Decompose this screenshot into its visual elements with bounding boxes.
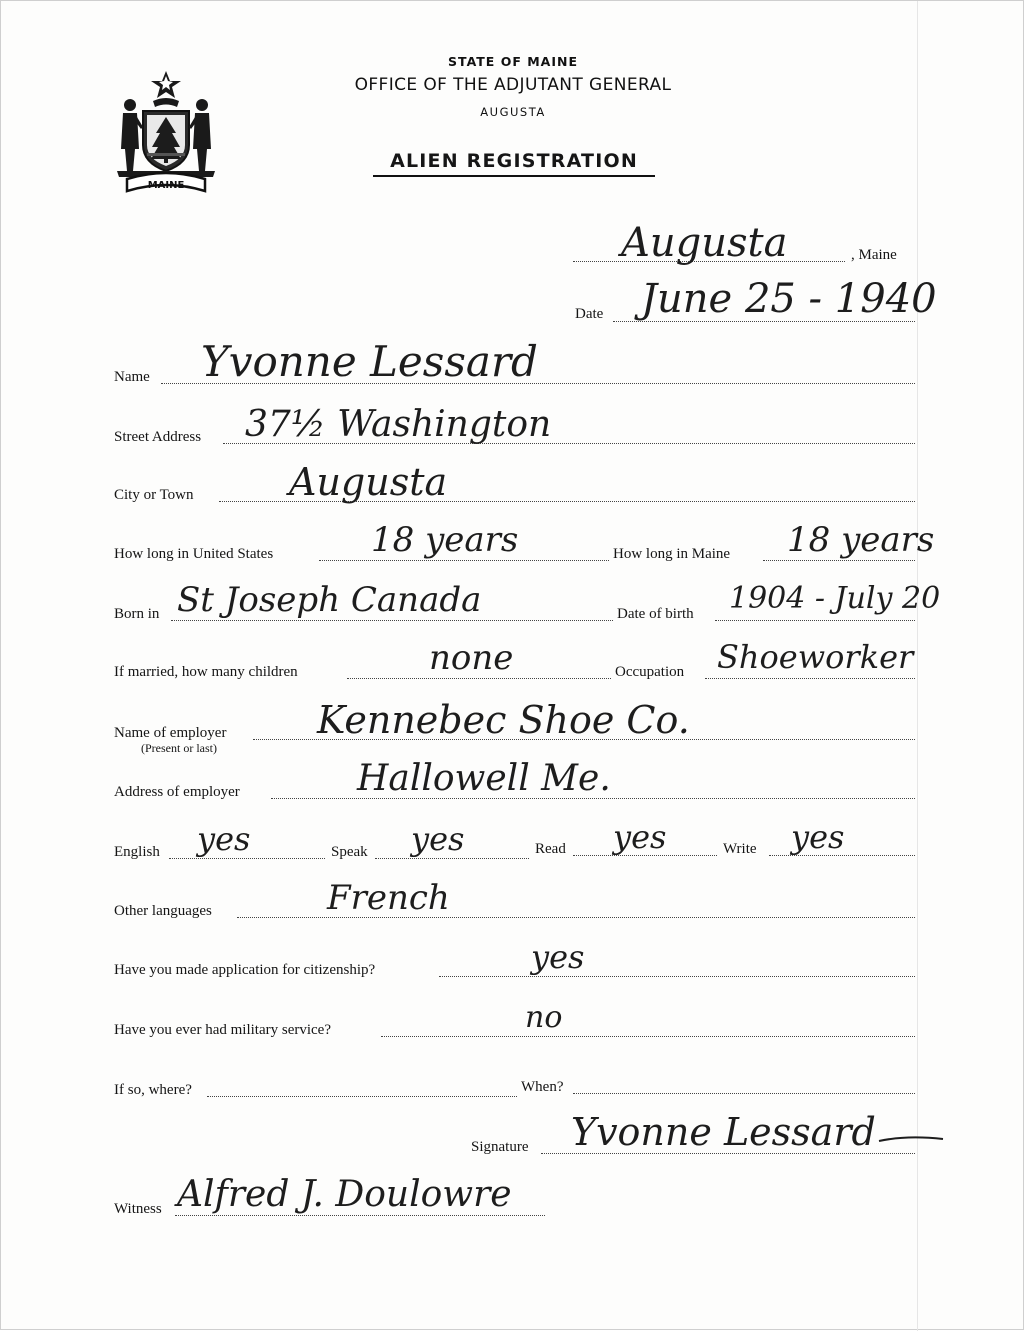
street-address-value: 37½ Washington: [245, 404, 552, 445]
children-label: If married, how many children: [114, 664, 298, 680]
date-of-birth-label: Date of birth: [617, 606, 694, 622]
witness-label: Witness: [114, 1201, 162, 1217]
city-or-town-label: City or Town: [114, 487, 194, 503]
svg-text:MAINE: MAINE: [147, 180, 185, 191]
town-value: Augusta: [621, 220, 788, 266]
how-long-maine-label: How long in Maine: [613, 546, 731, 562]
witness-value: Alfred J. Doulowre: [177, 1174, 512, 1215]
how-long-us-value: 18 years: [371, 520, 519, 560]
maine-suffix-label: , Maine: [851, 247, 897, 263]
how-long-us-label: How long in United States: [114, 546, 274, 562]
read-label: Read: [535, 841, 566, 857]
english-line: [169, 858, 325, 859]
header-office: OFFICE OF THE ADJUTANT GENERAL: [354, 75, 672, 95]
other-languages-label: Other languages: [114, 903, 212, 919]
occupation-line: [705, 678, 915, 679]
english-label: English: [114, 844, 160, 860]
if-so-where-line: [207, 1096, 517, 1097]
witness-line: [175, 1215, 545, 1216]
state-seal-icon: [113, 67, 219, 195]
signature-flourish-icon: [877, 1131, 947, 1151]
city-or-town-value: Augusta: [289, 460, 448, 504]
children-line: [347, 678, 611, 679]
how-long-maine-line: [763, 560, 915, 561]
children-value: none: [429, 638, 514, 678]
date-label: Date: [575, 306, 604, 322]
signature-label: Signature: [471, 1139, 529, 1155]
name-value: Yvonne Lessard: [201, 337, 538, 386]
english-value: yes: [197, 820, 251, 858]
employer-name-note: (Present or last): [141, 741, 217, 755]
born-in-line: [171, 620, 613, 621]
date-of-birth-line: [715, 620, 915, 621]
military-value: no: [525, 1000, 563, 1035]
how-long-maine-value: 18 years: [787, 520, 935, 560]
employer-address-value: Hallowell Me.: [357, 758, 611, 799]
speak-value: yes: [411, 820, 465, 858]
header-state: STATE OF MAINE: [448, 54, 578, 69]
street-address-label: Street Address: [114, 429, 202, 445]
employer-address-label: Address of employer: [114, 784, 240, 800]
how-long-us-line: [319, 560, 609, 561]
when-label: When?: [521, 1079, 564, 1095]
occupation-label: Occupation: [615, 664, 685, 680]
speak-line: [375, 858, 529, 859]
employer-name-value: Kennebec Shoe Co.: [317, 698, 690, 742]
speak-label: Speak: [331, 844, 368, 860]
citizenship-line: [439, 976, 915, 977]
name-label: Name: [114, 369, 150, 385]
when-line: [573, 1093, 915, 1094]
header-city: AUGUSTA: [480, 105, 546, 119]
other-languages-value: French: [327, 878, 450, 918]
occupation-value: Shoeworker: [717, 638, 914, 676]
military-line: [381, 1036, 915, 1037]
citizenship-value: yes: [531, 938, 585, 976]
if-so-where-label: If so, where?: [114, 1082, 192, 1098]
read-value: yes: [613, 818, 667, 856]
form-title: ALIEN REGISTRATION: [373, 150, 655, 177]
date-of-birth-value: 1904 - July 20: [729, 581, 941, 616]
born-in-label: Born in: [114, 606, 160, 622]
citizenship-label: Have you made application for citizenship?: [114, 962, 376, 978]
write-value: yes: [791, 818, 845, 856]
signature-value: Yvonne Lessard: [571, 1110, 876, 1154]
date-value: June 25 - 1940: [641, 276, 937, 322]
military-label: Have you ever had military service?: [114, 1022, 331, 1038]
employer-name-label: Name of employer: [114, 725, 227, 741]
born-in-value: St Joseph Canada: [177, 580, 482, 620]
write-label: Write: [723, 841, 757, 857]
